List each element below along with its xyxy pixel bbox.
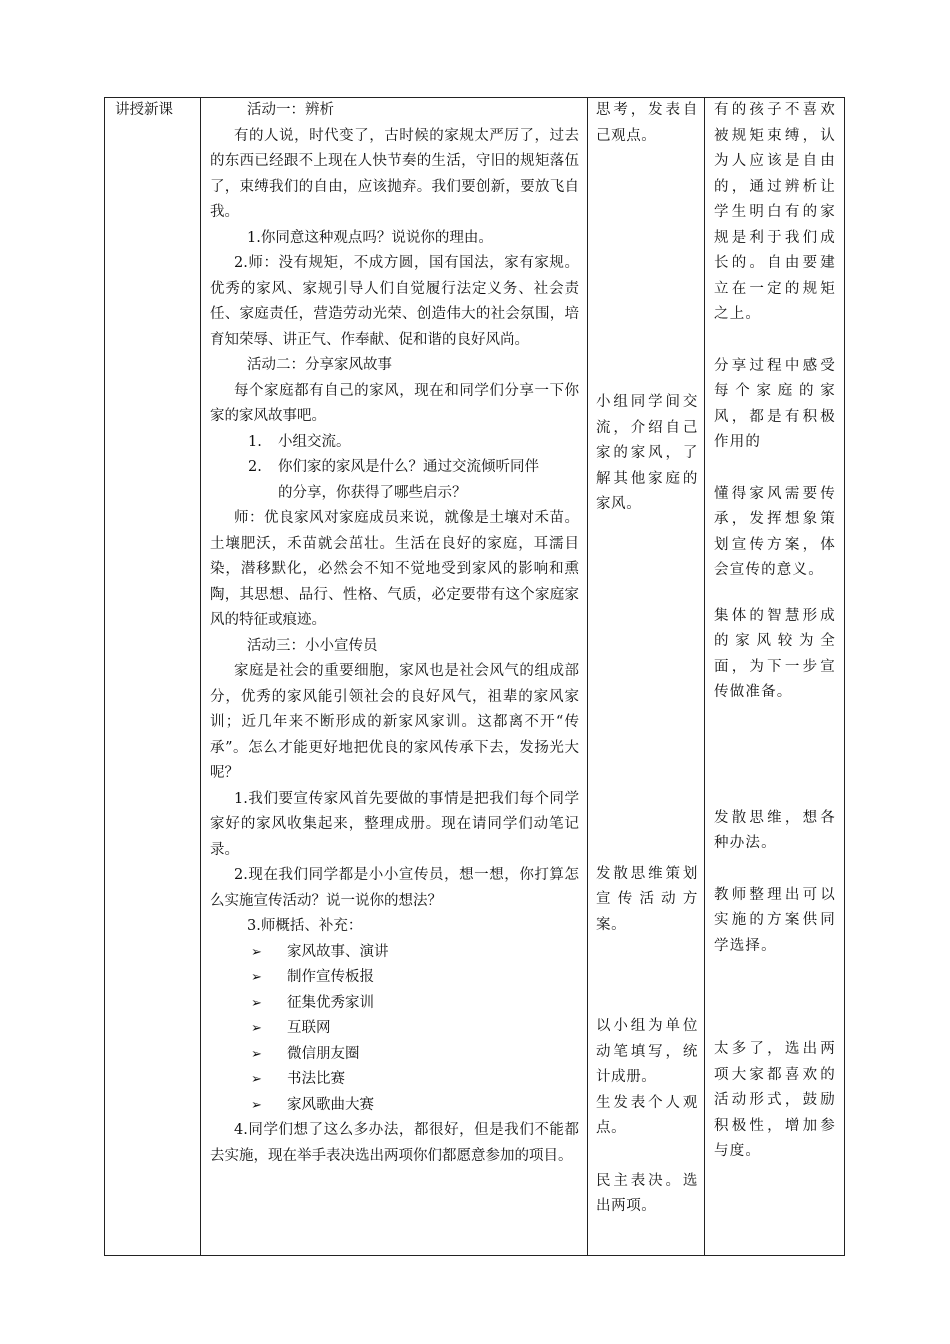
bullet-text: 家风歌曲大赛 [287,1096,374,1113]
design-note-1: 有的孩子不喜欢被规矩束缚，认为人应该是自由的，通过辨析让学生明白有的家规是利于我们成长的。自由要建立在一定的规矩之上。 [714,102,836,322]
arrowhead-bullet-icon: ➢ [251,970,262,985]
activity-1-paragraph: 有的人说，时代变了，古时候的家规太严厉了，过去的东西已经跟不上现在人快节奏的生活，守旧的规矩落伍了，束缚我们的自由，应该抛弃。我们要创新，要放飞自我。 [210,127,579,220]
spacer [714,959,836,1037]
spacer [714,456,836,482]
arrowhead-bullet-icon: ➢ [251,995,262,1011]
list-item [210,940,579,966]
spacer [596,518,698,862]
list-item [210,1042,579,1068]
design-note-3: 懂得家风需要传承，发挥想象策划宣传方案，体会宣传的意义。 [714,485,836,578]
design-note-7: 太多了，选出两项大家都喜欢的活动形式，鼓励积极性，增加参与度。 [714,1041,836,1159]
bullet-text: 互联网 [287,1020,331,1036]
design-note-4: 集体的智慧形成的家风较为全面，为下一步宣传做准备。 [714,607,836,700]
lesson-plan-table [104,97,845,1256]
student-note-6: 民主表决。选出两项。 [596,1172,698,1214]
list-text: 你们家的家风是什么？通过交流倾听同伴 [278,459,539,475]
arrowhead-bullet-icon: ➢ [251,1046,262,1062]
activity-2-paragraph: 每个家庭都有自己的家风，现在和同学们分享一下你家的家风故事吧。 [210,382,579,424]
student-note-4: 以小组为单位动笔填写，统计成册。 [596,1018,698,1085]
arrowhead-bullet-icon: ➢ [251,1021,262,1036]
student-note-3: 发散思维策划宣传活动方案。 [596,865,698,933]
arrowhead-bullet-icon: ➢ [251,1072,262,1087]
list-item [210,1093,579,1119]
spacer [596,938,698,1014]
spacer [714,584,836,604]
arrowhead-bullet-icon: ➢ [251,944,262,960]
spacer [714,857,836,883]
activity-3-question-3: 3.师概括、补充： [247,918,363,934]
list-item [210,991,579,1017]
activity-3-paragraph: 家庭是社会的重要细胞，家风也是社会风气的组成部分，优秀的家风能引领社会的良好风气，祖辈的家风家训；近几年来不断形成的新家风家训。这都离不开“传承”。怎么才能更好地把优良的家风传承下去，发扬光大呢？ [210,663,579,781]
spacer [596,149,698,390]
bullet-text: 书法比赛 [287,1071,345,1087]
activity-3-question-2: 2.现在我们同学都是小小宣传员，想一想，你打算怎么实施宣传活动？说一说你的想法？ [210,867,579,909]
student-note-5: 生发表个人观点。 [596,1094,698,1136]
bullet-text: 征集优秀家训 [287,994,374,1011]
student-note-2: 小组同学间交流，介绍自己家的家风，了解其他家庭的家风。 [596,394,698,512]
activity-3-question-4: 4.同学们想了这么多办法，都很好，但是我们不能都去实施，现在举手表决选出两项你们都愿意参加的项目。 [210,1122,579,1164]
spacer [596,1142,698,1169]
bullet-text: 家风故事、演讲 [287,943,389,960]
list-item [210,1067,579,1093]
teaching-content-cell [201,98,587,1169]
design-intent-cell [705,98,844,1165]
list-item [210,430,579,456]
activity-1-question-1: 1.你同意这种观点吗？说说你的理由。 [247,229,493,246]
activity-1-title: 活动一：辨析 [247,102,334,118]
activity-3-title: 活动三：小小宣传员 [247,637,378,654]
student-note-1: 思考，发表自己观点。 [596,102,698,144]
activity-2-title: 活动二：分享家风故事 [247,357,392,373]
section-label-cell [105,98,200,124]
list-item [210,965,579,991]
design-note-6: 教师整理出可以实施的方案供同学选择。 [714,886,836,954]
design-note-2: 分享过程中感受每个家庭的家风，都是有积极作用的 [714,357,836,450]
list-number: 2. [248,459,262,475]
list-item [210,455,579,481]
student-activity-cell [588,98,704,1220]
list-item [210,1016,579,1042]
spacer [714,706,836,806]
spacer [714,328,836,354]
bullet-text: 微信朋友圈 [287,1045,360,1062]
arrowhead-bullet-icon: ➢ [251,1097,262,1113]
section-label: 讲授新课 [115,102,173,118]
bullet-text: 制作宣传板报 [287,969,374,985]
activity-2-teacher-note: 师：优良家风对家庭成员来说，就像是土壤对禾苗。土壤肥沃，禾苗就会茁壮。生活在良好的家庭，耳濡目染，潜移默化，必然会不知不觉地受到家风的影响和熏陶，其思想、品行、性格、气质，必定要带有这个家庭家风的特征或痕迹。 [210,510,579,628]
list-text: 小组交流。 [278,433,351,450]
activity-1-question-2: 2.师：没有规矩，不成方圆，国有国法，家有家规。优秀的家风、家规引导人们自觉履行法定义务、社会责任、家庭责任，营造劳动光荣、创造伟大的社会氛围，培育知荣辱、讲正气、作奉献、促和谐的良好风尚。 [210,255,579,348]
design-note-5: 发散思维，想各种办法。 [714,809,836,851]
activity-3-question-1: 1.我们要宣传家风首先要做的事情是把我们每个同学家好的家风收集起来，整理成册。现在请同学们动笔记录。 [210,790,579,858]
list-number: 1. [248,433,262,450]
list-text-continuation: 的分享，你获得了哪些启示？ [278,484,467,501]
